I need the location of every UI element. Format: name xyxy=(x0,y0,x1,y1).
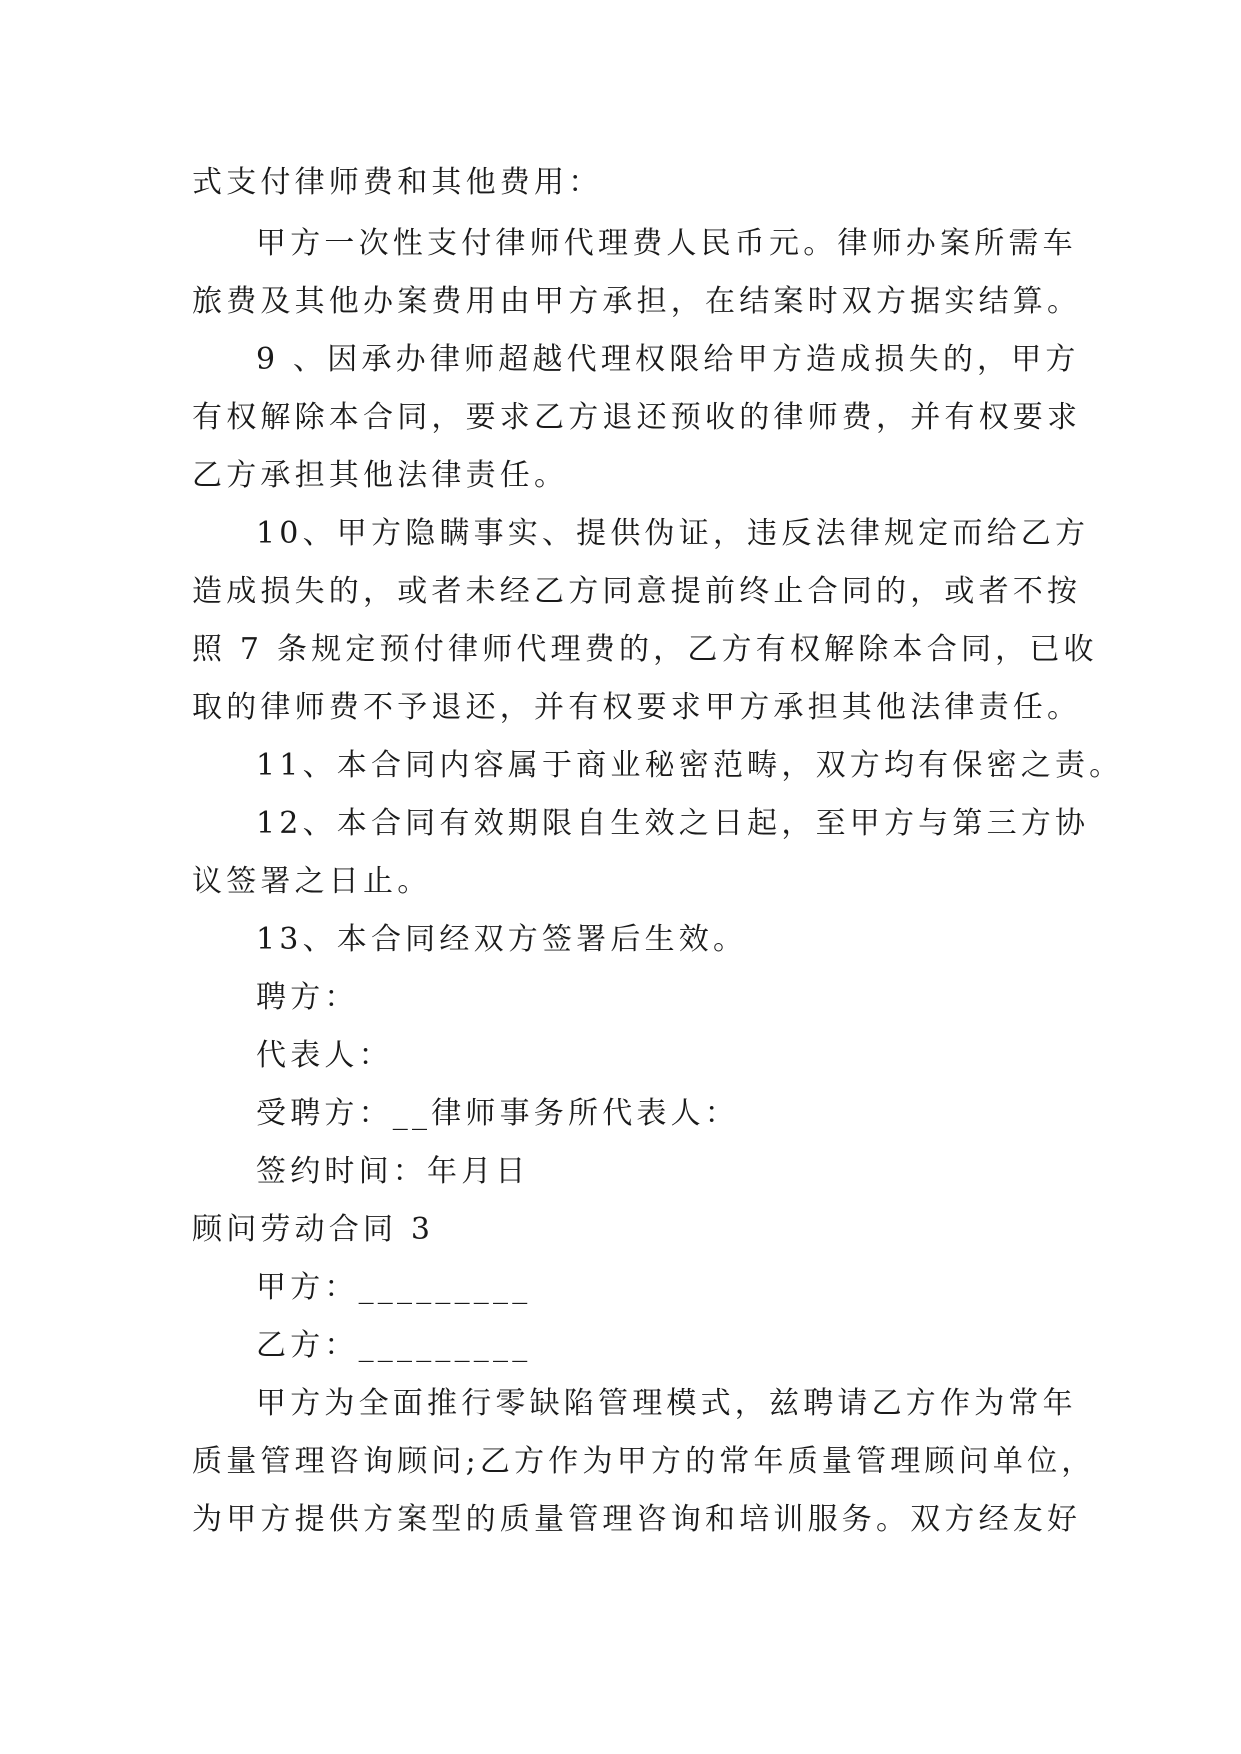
text-line: 代表人： xyxy=(256,1038,393,1073)
text-line: 甲方为全面推行零缺陷管理模式，兹聘请乙方作为常年 xyxy=(256,1386,1077,1421)
section-heading: 顾问劳动合同 3 xyxy=(192,1212,435,1247)
text-line: 乙方承担其他法律责任。 xyxy=(192,458,569,493)
text-line: 式支付律师费和其他费用： xyxy=(192,165,603,200)
text-line: 12、本合同有效期限自生效之日起，至甲方与第三方协 xyxy=(256,806,1090,841)
text-line: 11、本合同内容属于商业秘密范畴，双方均有保密之责。 xyxy=(256,748,1124,783)
text-line: 造成损失的，或者未经乙方同意提前终止合同的，或者不按 xyxy=(192,574,1082,609)
text-line: 取的律师费不予退还，并有权要求甲方承担其他法律责任。 xyxy=(192,690,1082,725)
text-line: 受聘方：__律师事务所代表人： xyxy=(256,1096,739,1131)
text-line: 旅费及其他办案费用由甲方承担，在结案时双方据实结算。 xyxy=(192,284,1082,319)
text-line: 乙方：_________ xyxy=(256,1328,532,1363)
text-line: 为甲方提供方案型的质量管理咨询和培训服务。双方经友好 xyxy=(192,1502,1082,1537)
text-line: 议签署之日止。 xyxy=(192,864,432,899)
text-line: 有权解除本合同，要求乙方退还预收的律师费，并有权要求 xyxy=(192,400,1082,435)
text-line: 签约时间：年月日 xyxy=(256,1154,530,1189)
text-line: 13、本合同经双方签署后生效。 xyxy=(256,922,748,957)
text-line: 甲方：_________ xyxy=(256,1270,532,1305)
text-line: 聘方： xyxy=(256,980,359,1015)
text-line: 甲方一次性支付律师代理费人民币元。律师办案所需车 xyxy=(256,226,1077,261)
text-line: 质量管理咨询顾问;乙方作为甲方的常年质量管理顾问单位， xyxy=(192,1444,1096,1479)
text-line: 照 7 条规定预付律师代理费的，乙方有权解除本合同，已收 xyxy=(192,632,1098,667)
text-line: 9 、因承办律师超越代理权限给甲方造成损失的，甲方 xyxy=(256,342,1080,377)
text-line: 10、甲方隐瞒事实、提供伪证，违反法律规定而给乙方 xyxy=(256,516,1090,551)
